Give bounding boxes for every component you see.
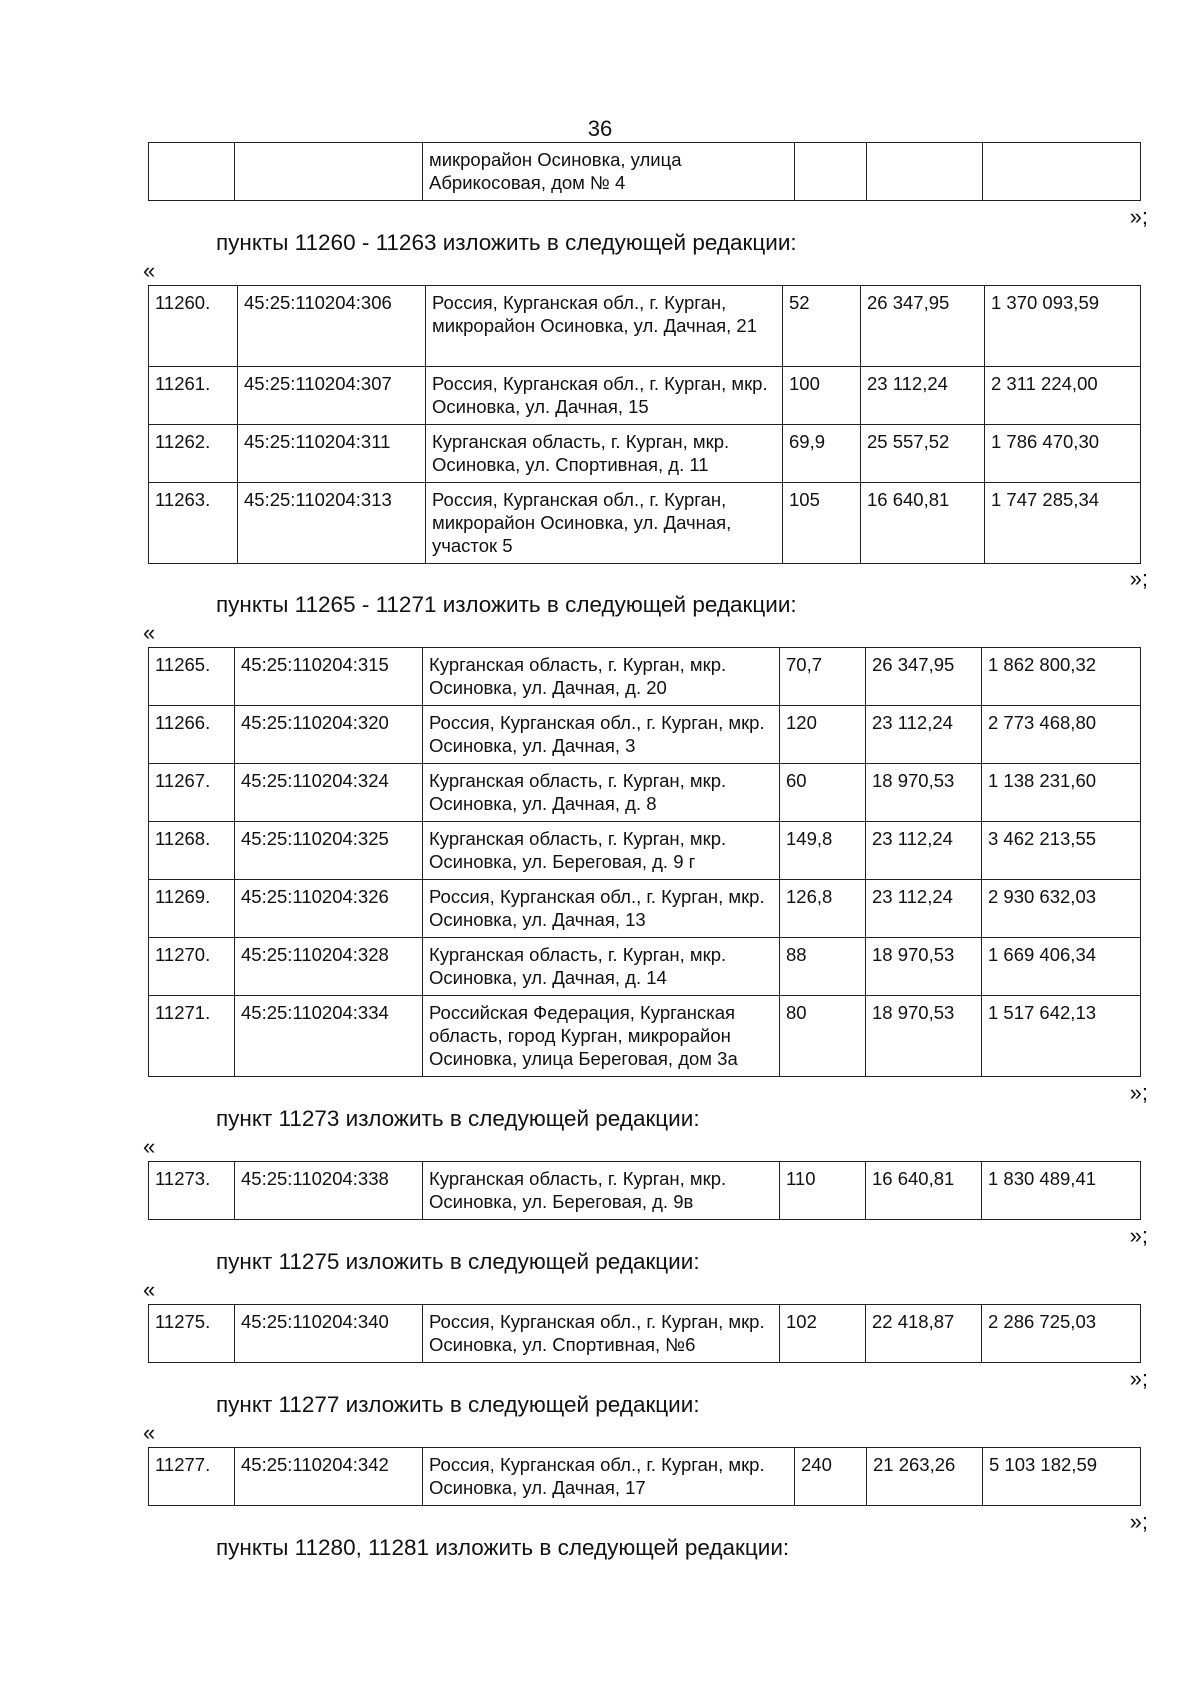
cell-rate: 18 970,53: [866, 996, 982, 1077]
cell-cadastral: [235, 143, 423, 201]
cell-rate: 23 112,24: [866, 880, 982, 938]
cell-area: 60: [780, 764, 866, 822]
section-table: [148, 647, 1141, 1077]
table-row: [149, 1162, 1141, 1220]
cell-num: 11273.: [149, 1162, 235, 1220]
cell-num: 11277.: [149, 1448, 235, 1506]
cell-cadastral: 45:25:110204:342: [235, 1448, 423, 1506]
cell-cadastral: 45:25:110204:326: [235, 880, 423, 938]
cell-address: Россия, Курганская обл., г. Курган, мкр. Осиновка, ул. Спортивная, №6: [423, 1305, 780, 1363]
cell-value: 1 517 642,13: [982, 996, 1141, 1077]
cell-address: микрорайон Осиновка, улица Абрикосовая, дом № 4: [423, 143, 795, 201]
table-row: [149, 286, 1141, 367]
page-number: 36: [587, 116, 613, 141]
cell-cadastral: 45:25:110204:320: [235, 706, 423, 764]
cell-area: 88: [780, 938, 866, 996]
cell-num: 11270.: [149, 938, 235, 996]
cell-num: 11261.: [149, 367, 238, 425]
cell-address: Курганская область, г. Курган, мкр. Осиновка, ул. Береговая, д. 9 г: [423, 822, 780, 880]
cell-address: Курганская область, г. Курган, мкр. Осиновка, ул. Дачная, д. 8: [423, 764, 780, 822]
cell-rate: 23 112,24: [866, 822, 982, 880]
cell-value: 1 669 406,34: [982, 938, 1141, 996]
cell-value: 2 773 468,80: [982, 706, 1141, 764]
table-row: [149, 938, 1141, 996]
fragment-table: [148, 142, 1141, 201]
cell-address: Россия, Курганская обл., г. Курган, мкр. Осиновка, ул. Дачная, 3: [423, 706, 780, 764]
cell-value: 1 862 800,32: [982, 648, 1141, 706]
cell-num: 11268.: [149, 822, 235, 880]
cell-num: 11262.: [149, 425, 238, 483]
cell-area: 100: [783, 367, 861, 425]
section-table: [148, 285, 1141, 564]
cell-value: 2 311 224,00: [985, 367, 1141, 425]
opening-quote: «: [143, 1420, 156, 1445]
table-row: [149, 880, 1141, 938]
cell-value: 2 286 725,03: [982, 1305, 1141, 1363]
cell-address: Курганская область, г. Курган, мкр. Осиновка, ул. Береговая, д. 9в: [423, 1162, 780, 1220]
cell-rate: 16 640,81: [866, 1162, 982, 1220]
cell-num: 11269.: [149, 880, 235, 938]
cell-rate: 25 557,52: [861, 425, 985, 483]
table-row: [149, 143, 1141, 201]
table-row: [149, 1448, 1141, 1506]
cell-address: Россия, Курганская обл., г. Курган, мкр. Осиновка, ул. Дачная, 17: [423, 1448, 795, 1506]
cell-rate: 18 970,53: [866, 764, 982, 822]
opening-quote: «: [143, 620, 156, 645]
cell-area: 102: [780, 1305, 866, 1363]
cell-value: 1 138 231,60: [982, 764, 1141, 822]
cell-area: 149,8: [780, 822, 866, 880]
cell-value: 2 930 632,03: [982, 880, 1141, 938]
closing-quote: »;: [1129, 1509, 1148, 1534]
cell-address: Россия, Курганская обл., г. Курган, мкр. Осиновка, ул. Дачная, 13: [423, 880, 780, 938]
section-table: [148, 1304, 1141, 1363]
cell-address: Курганская область, г. Курган, мкр. Осиновка, ул. Дачная, д. 14: [423, 938, 780, 996]
cell-rate: 16 640,81: [861, 483, 985, 564]
cell-address: Россия, Курганская обл., г. Курган, мкр. Осиновка, ул. Дачная, 15: [426, 367, 783, 425]
table-row: [149, 822, 1141, 880]
opening-quote: «: [143, 258, 156, 283]
cell-value: [983, 143, 1141, 201]
cell-num: 11266.: [149, 706, 235, 764]
opening-quote: «: [143, 1277, 156, 1302]
cell-area: 69,9: [783, 425, 861, 483]
cell-value: 3 462 213,55: [982, 822, 1141, 880]
cell-rate: 23 112,24: [861, 367, 985, 425]
cell-num: 11263.: [149, 483, 238, 564]
cell-cadastral: 45:25:110204:315: [235, 648, 423, 706]
cell-area: 80: [780, 996, 866, 1077]
section-heading: пункты 11280, 11281 изложить в следующей редакции:: [216, 1535, 790, 1560]
table-row: [149, 425, 1141, 483]
closing-quote: »;: [1129, 566, 1148, 591]
table-row: [149, 648, 1141, 706]
cell-address: Россия, Курганская обл., г. Курган, микрорайон Осиновка, ул. Дачная, участок 5: [426, 483, 783, 564]
cell-area: 240: [795, 1448, 867, 1506]
cell-cadastral: 45:25:110204:313: [238, 483, 426, 564]
cell-area: [795, 143, 867, 201]
cell-address: Россия, Курганская обл., г. Курган, микрорайон Осиновка, ул. Дачная, 21: [426, 286, 783, 367]
cell-value: 1 830 489,41: [982, 1162, 1141, 1220]
cell-rate: 22 418,87: [866, 1305, 982, 1363]
cell-rate: [867, 143, 983, 201]
cell-value: 1 370 093,59: [985, 286, 1141, 367]
closing-quote: »;: [1129, 1366, 1148, 1391]
cell-cadastral: 45:25:110204:340: [235, 1305, 423, 1363]
cell-value: 1 747 285,34: [985, 483, 1141, 564]
cell-rate: 21 263,26: [867, 1448, 983, 1506]
closing-quote: »;: [1129, 204, 1148, 229]
table-row: [149, 483, 1141, 564]
cell-area: 70,7: [780, 648, 866, 706]
table-row: [149, 1305, 1141, 1363]
table-row: [149, 996, 1141, 1077]
section-heading: пункты 11260 - 11263 изложить в следующей редакции:: [216, 230, 797, 255]
table-row: [149, 764, 1141, 822]
section-heading: пункты 11265 - 11271 изложить в следующей редакции:: [216, 592, 797, 617]
closing-quote: »;: [1129, 1080, 1148, 1105]
section-table: [148, 1447, 1141, 1506]
cell-rate: 26 347,95: [866, 648, 982, 706]
opening-quote: «: [143, 1134, 156, 1159]
cell-rate: 23 112,24: [866, 706, 982, 764]
section-heading: пункт 11277 изложить в следующей редакции:: [216, 1392, 700, 1417]
cell-num: 11260.: [149, 286, 238, 367]
cell-cadastral: 45:25:110204:328: [235, 938, 423, 996]
cell-num: 11265.: [149, 648, 235, 706]
cell-num: [149, 143, 235, 201]
cell-cadastral: 45:25:110204:338: [235, 1162, 423, 1220]
section-heading: пункт 11275 изложить в следующей редакции:: [216, 1249, 700, 1274]
cell-area: 126,8: [780, 880, 866, 938]
cell-cadastral: 45:25:110204:325: [235, 822, 423, 880]
cell-cadastral: 45:25:110204:306: [238, 286, 426, 367]
cell-address: Российская Федерация, Курганская область, город Курган, микрорайон Осиновка, улица Береговая, дом 3а: [423, 996, 780, 1077]
cell-address: Курганская область, г. Курган, мкр. Осиновка, ул. Спортивная, д. 11: [426, 425, 783, 483]
cell-address: Курганская область, г. Курган, мкр. Осиновка, ул. Дачная, д. 20: [423, 648, 780, 706]
closing-quote: »;: [1129, 1223, 1148, 1248]
cell-cadastral: 45:25:110204:334: [235, 996, 423, 1077]
cell-num: 11271.: [149, 996, 235, 1077]
cell-cadastral: 45:25:110204:311: [238, 425, 426, 483]
cell-num: 11267.: [149, 764, 235, 822]
cell-area: 110: [780, 1162, 866, 1220]
cell-num: 11275.: [149, 1305, 235, 1363]
cell-area: 120: [780, 706, 866, 764]
table-row: [149, 706, 1141, 764]
section-heading: пункт 11273 изложить в следующей редакции:: [216, 1106, 700, 1131]
table-row: [149, 367, 1141, 425]
cell-area: 105: [783, 483, 861, 564]
cell-rate: 26 347,95: [861, 286, 985, 367]
section-table: [148, 1161, 1141, 1220]
cell-rate: 18 970,53: [866, 938, 982, 996]
cell-value: 1 786 470,30: [985, 425, 1141, 483]
cell-value: 5 103 182,59: [983, 1448, 1141, 1506]
cell-cadastral: 45:25:110204:307: [238, 367, 426, 425]
cell-cadastral: 45:25:110204:324: [235, 764, 423, 822]
cell-area: 52: [783, 286, 861, 367]
